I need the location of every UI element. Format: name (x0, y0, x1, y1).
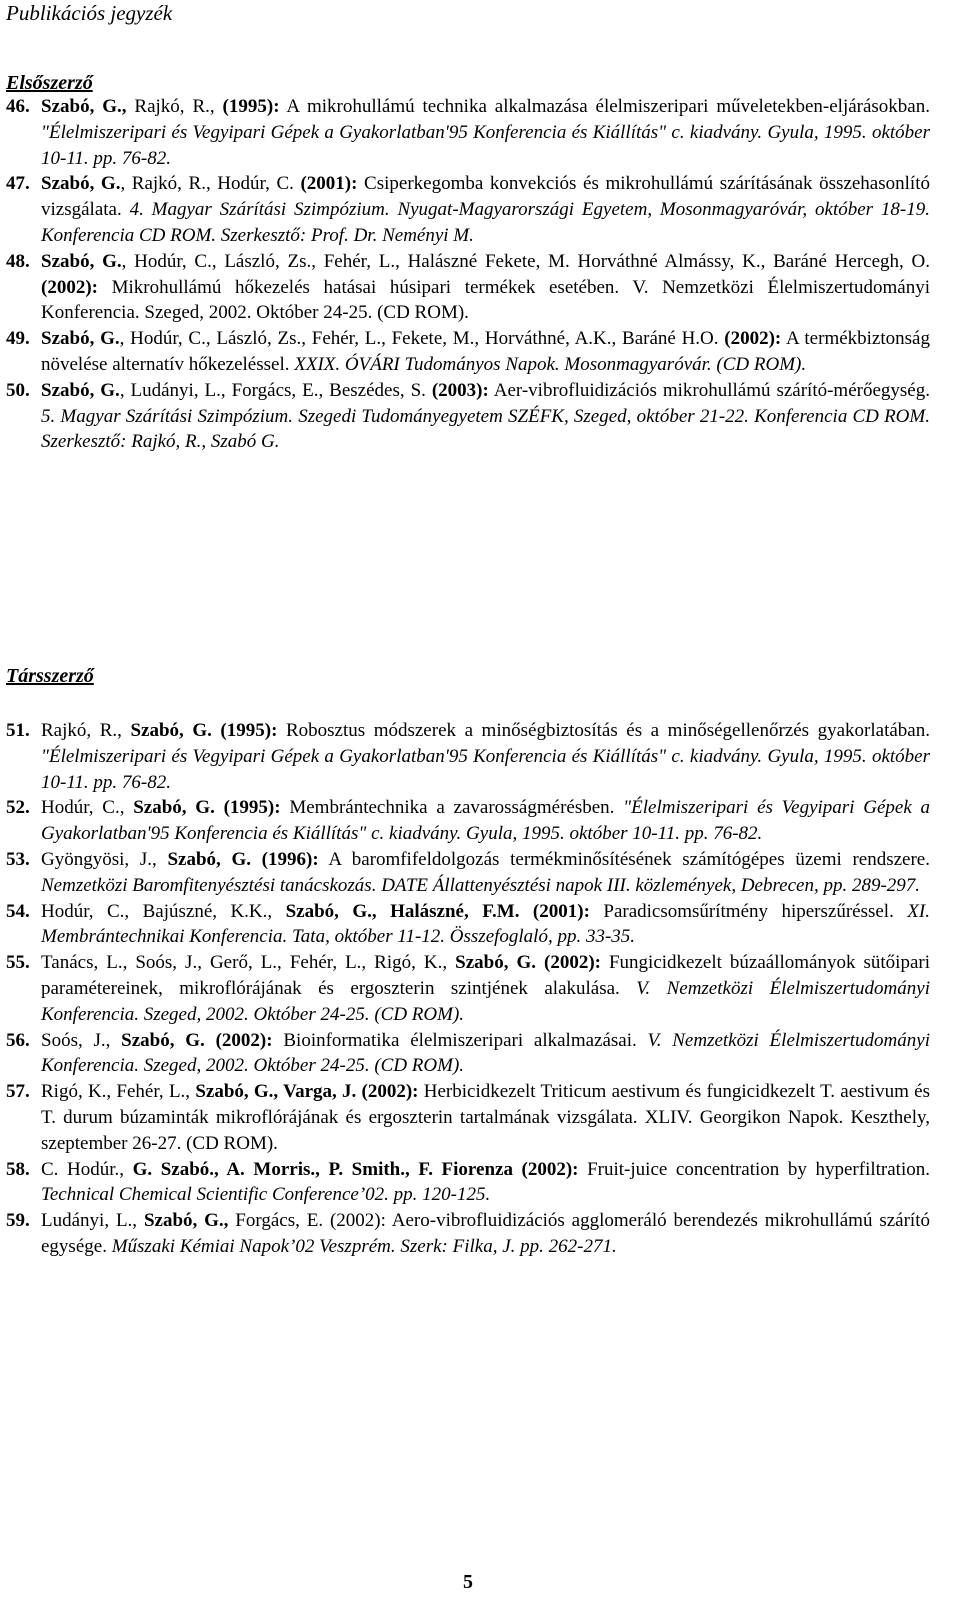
publication-entry (6, 795, 930, 847)
entry-number: 52. (6, 797, 30, 819)
year: (1996): (250, 848, 319, 870)
entry-number: 51. (6, 720, 30, 741)
venue: V. Nemzetközi Élelmiszertudományi Konferencia. Szeged, 2002. Október 24-25. (CD ROM). (41, 1029, 930, 1077)
author-highlight: Szabó, G., (41, 96, 127, 117)
entry-number: 46. (6, 96, 30, 117)
publication-entry (6, 1208, 930, 1260)
year: (2002): (41, 276, 98, 298)
coauthors: Hodúr, C., Bajúszné, K.K., (41, 900, 286, 922)
coauthors: Tanács, L., Soós, J., Gerő, L., Fehér, L., Rigó, K., (41, 952, 456, 974)
author-highlight: Szabó, G. (121, 1029, 205, 1051)
publication-entry (6, 94, 930, 171)
author-highlight: G. Szabó., (132, 1158, 219, 1180)
title: Csiperkegomba konvekciós és mikrohullámú szárításának összehasonlító vizsgálata. (41, 173, 930, 221)
year: Halászné, F.M. (2001): (376, 900, 590, 922)
author-highlight: Szabó, G. (167, 848, 251, 870)
title: Fruit-juice concentration by hyperfiltration. (578, 1158, 930, 1180)
year: Forgács, E. (2002): (228, 1210, 386, 1232)
page-title: Publikációs jegyzék (6, 1, 173, 25)
entry-number: 53. (6, 848, 30, 870)
year: (2002): (535, 952, 601, 974)
title: A baromfifeldolgozás termékminősítésének számítógépes üzemi rendszere. (318, 848, 930, 870)
coauthors: , Hodúr, C., László, Zs., Fehér, L., Halászné Fekete, M. Horváthné Almássy, K., Baráné Hercegh, O. (121, 250, 930, 272)
author-highlight: Szabó, G. (133, 797, 215, 819)
coauthors: C. Hodúr., (41, 1158, 133, 1180)
entry-number: 54. (6, 900, 30, 922)
coauthors: , Rajkó, R., Hodúr, C. (120, 173, 301, 195)
coauthors: Rajkó, R., (41, 720, 131, 741)
coauthors: Gyöngyösi, J., (41, 848, 168, 870)
publication-entry (6, 899, 930, 951)
venue: "Élelmiszeripari és Vegyipari Gépek a Gyakorlatban'95 Konferencia és Kiállítás" c. kiadvány. Gyula, 1995. október 10-11. pp. 76-82. (41, 797, 931, 845)
author-highlight: Szabó, G. (41, 173, 121, 195)
entry-number: 57. (6, 1081, 30, 1103)
title: A mikrohullámú technika alkalmazása élelmiszeripari műveletekben-eljárásokban. (279, 96, 930, 117)
venue: Nemzetközi Baromfitenyésztési tanácskozás. DATE Állattenyésztési napok III. közlemények, Debrecen, pp. 289-297. (41, 874, 921, 896)
co-author-publication-list (6, 718, 930, 1260)
coauthors: Ludányi, L., (41, 1210, 144, 1232)
title: Mikrohullámú hőkezelés hatásai húsipari termékek esetében. V. Nemzetközi Élelmiszertudományi Konferencia. Szeged, 2002. Október 24-25. (CD ROM). (41, 276, 930, 324)
title: Fungicidkezelt búzaállományok sütőipari paramétereinek, mikroflórájának és ergoszterin szintjének alakulása. (41, 952, 930, 999)
venue: 4. Magyar Szárítási Szimpózium. Nyugat-Magyarországi Egyetem, Mosonmagyaróvár, október 18-19. Konferencia CD ROM. Szerkesztő: Prof. Dr. Neményi M. (41, 199, 930, 246)
venue: "Élelmiszeripari és Vegyipari Gépek a Gyakorlatban'95 Konferencia és Kiállítás" c. kiadvány. Gyula, 1995. október 10-11. pp. 76-82. (41, 121, 930, 169)
coauthors: , Hodúr, C., László, Zs., Fehér, L., Fekete, M., Horváthné, A.K., Baráné H.O. (119, 328, 725, 350)
year: (2001): (300, 173, 358, 195)
author-highlight: Szabó, G., (143, 1210, 229, 1232)
venue: Műszaki Kémiai Napok’02 Veszprém. Szerk: Filka, J. pp. 262-271. (106, 1235, 617, 1257)
title: Aer-vibrofluidizációs mikrohullámú szárító-mérőegység. (488, 379, 930, 401)
author-highlight: Szabó, G. (41, 379, 120, 401)
venue: XI. Membrántechnikai Konferencia. Tata, október 11-12. Összefoglaló, pp. 33-35. (41, 900, 930, 948)
author-highlight: Szabó, G. (455, 952, 536, 974)
entry-number: 48. (6, 250, 30, 272)
title: Robosztus módszerek a minőségbiztosítás és a minőségellenőrzés gyakorlatában. (277, 720, 930, 741)
entry-number: 47. (6, 173, 30, 195)
page-number: 5 (463, 1571, 473, 1593)
publication-entry (6, 171, 930, 248)
entry-number: 58. (6, 1158, 30, 1180)
publication-entry (6, 1079, 930, 1156)
coauthors: Rajkó, R., (126, 96, 223, 117)
year: (1995): (211, 720, 278, 741)
year: (1995): (222, 96, 280, 117)
coauthors: Rigó, K., Fehér, L., (41, 1081, 196, 1103)
publication-entry (6, 249, 930, 326)
publication-entry (6, 950, 930, 1027)
author-highlight: Szabó, G. (130, 720, 212, 741)
coauthors: Hodúr, C., (41, 797, 134, 819)
title: Herbicidkezelt Triticum aestivum és fungicidkezelt T. aestivum és T. durum búzaminták mikroflórájának és ergoszterin tartalmának vizsgálata. XLIV. Georgikon Napok. Keszthely, szeptember 26-27. (CD ROM). (41, 1081, 930, 1154)
entry-number: 56. (6, 1029, 30, 1051)
section-heading-first-author: Elsőszerző (6, 72, 93, 94)
entry-number: 59. (6, 1210, 30, 1232)
entry-number: 49. (6, 328, 30, 350)
venue: 5. Magyar Szárítási Szimpózium. Szegedi Tudományegyetem SZÉFK, Szeged, október 21-22. Konferencia CD ROM. Szerkesztő: Rajkó, R., Szabó G. (41, 405, 930, 453)
author-highlight: Szabó, G., (195, 1081, 279, 1103)
author-highlight: Szabó, G. (41, 328, 120, 350)
title: A termékbiztonság növelése alternatív hőkezeléssel. (41, 328, 930, 375)
publication-entry (6, 847, 930, 899)
title: Paradicsomsűrítmény hiperszűréssel. (589, 900, 894, 922)
publication-entry (6, 1157, 930, 1209)
title: Membrántechnika a zavarosságmérésben. (280, 797, 615, 819)
year: (1995): (214, 797, 281, 819)
coauthors: , Ludányi, L., Forgács, E., Beszédes, S. (119, 379, 432, 401)
year: Varga, J. (2002): (278, 1081, 419, 1103)
publication-entry (6, 1028, 930, 1080)
coauthors: Soós, J., (41, 1029, 122, 1051)
publication-entry (6, 718, 930, 795)
venue: V. Nemzetközi Élelmiszertudományi Konferencia. Szeged, 2002. Október 24-25. (CD ROM). (41, 977, 930, 1025)
section-heading-co-author: Társszerző (6, 665, 94, 687)
venue: "Élelmiszeripari és Vegyipari Gépek a Gyakorlatban'95 Konferencia és Kiállítás" c. kiadvány. Gyula, 1995. október 10-11. pp. 76-82. (41, 745, 930, 793)
title: Bioinformatika élelmiszeripari alkalmazásai. (272, 1029, 637, 1051)
year: (2003): (431, 379, 489, 401)
publication-entry (6, 326, 930, 378)
entry-number: 50. (6, 379, 30, 401)
author-highlight: Szabó, G., (285, 900, 377, 922)
title: Aero-vibrofluidizációs agglomeráló berendezés mikrohullámú szárító egysége. (41, 1210, 930, 1257)
year: (2002): (204, 1029, 273, 1051)
venue: Technical Chemical Scientific Conference’02. pp. 120-125. (41, 1184, 491, 1206)
venue: XXIX. ÓVÁRI Tudományos Napok. Mosonmagyaróvár. (CD ROM). (289, 353, 807, 375)
entry-number: 55. (6, 952, 30, 974)
first-author-publication-list (6, 94, 930, 455)
year: (2002): (724, 328, 782, 350)
author-highlight: Szabó, G. (41, 250, 122, 272)
year: A. Morris., P. Smith., F. Fiorenza (2002): (218, 1158, 579, 1180)
publication-entry (6, 378, 930, 455)
